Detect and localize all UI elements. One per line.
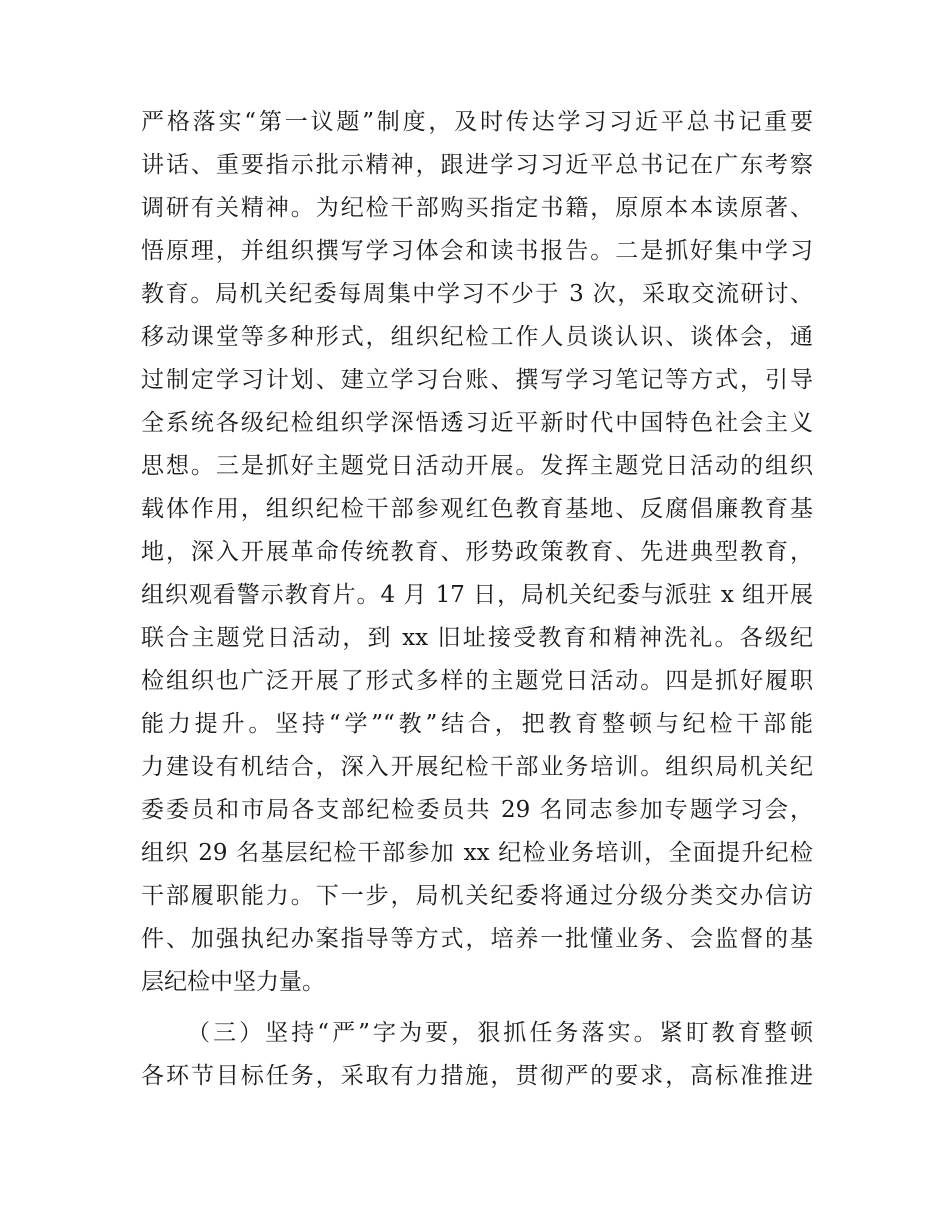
text-line: 教育。局机关纪委每周集中学习不少于 3 次，采取交流研讨、 (141, 281, 813, 307)
text-line: 检组织也广泛开展了形式多样的主题党日活动。四是抓好履职 (141, 668, 813, 694)
text-line: 思想。三是抓好主题党日活动开展。发挥主题党日活动的组织 (141, 453, 813, 479)
text-line: 载体作用，组织纪检干部参观红色教育基地、反腐倡廉教育基 (141, 496, 813, 522)
text-line: 组织 29 名基层纪检干部参加 xx 纪检业务培训，全面提升纪检 (141, 840, 813, 866)
text-line: 悟原理，并组织撰写学习体会和读书报告。二是抓好集中学习 (141, 238, 813, 264)
text-line: 干部履职能力。下一步，局机关纪委将通过分级分类交办信访 (141, 883, 813, 909)
paragraph-spacer (141, 1004, 813, 1012)
paragraph-1 (141, 101, 813, 1004)
text-line: 能力提升。坚持“学”“教”结合，把教育整顿与纪检干部能 (141, 711, 813, 737)
text-line: 移动课堂等多种形式，组织纪检工作人员谈认识、谈体会，通 (141, 324, 813, 350)
text-line: 地，深入开展革命传统教育、形势政策教育、先进典型教育， (141, 539, 813, 565)
text-line: 组织观看警示教育片。4 月 17 日，局机关纪委与派驻 x 组开展 (141, 582, 813, 608)
text-line: 层纪检中坚力量。 (141, 969, 325, 995)
text-line: 联合主题党日活动，到 xx 旧址接受教育和精神洗礼。各级纪 (141, 625, 813, 651)
text-line: 委委员和市局各支部纪检委员共 29 名同志参加专题学习会， (141, 797, 813, 823)
text-line: 全系统各级纪检组织学深悟透习近平新时代中国特色社会主义 (141, 410, 813, 436)
section-heading-line: （三）坚持“严”字为要，狠抓任务落实。紧盯教育整顿 (187, 1020, 813, 1046)
text-line: 讲话、重要指示批示精神，跟进学习习近平总书记在广东考察 (141, 152, 813, 178)
document-body (141, 101, 813, 1098)
paragraph-2 (141, 1012, 813, 1098)
text-line: 过制定学习计划、建立学习台账、撰写学习笔记等方式，引导 (141, 367, 813, 393)
text-line: 各环节目标任务，采取有力措施，贯彻严的要求，高标准推进 (141, 1063, 813, 1089)
text-line: 严格落实“第一议题”制度，及时传达学习习近平总书记重要 (141, 109, 813, 135)
text-line: 调研有关精神。为纪检干部购买指定书籍，原原本本读原著、 (141, 195, 813, 221)
text-line: 件、加强执纪办案指导等方式，培养一批懂业务、会监督的基 (141, 926, 813, 952)
text-line: 力建设有机结合，深入开展纪检干部业务培训。组织局机关纪 (141, 754, 813, 780)
